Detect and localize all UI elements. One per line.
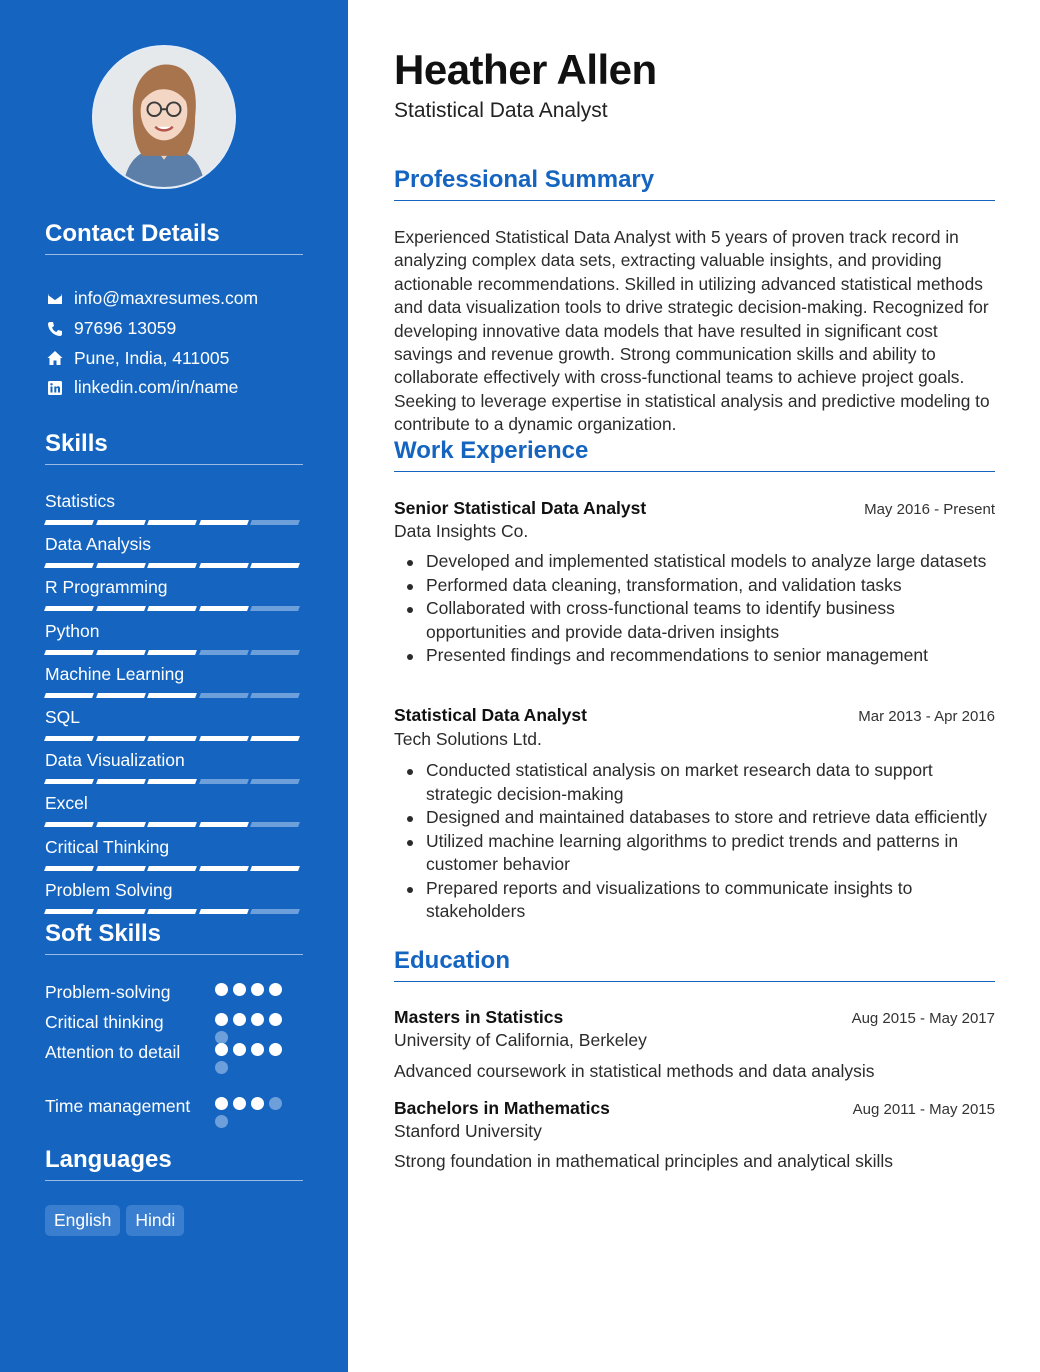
language-chip: English	[45, 1205, 120, 1236]
skill-level-segment	[147, 563, 196, 568]
soft-skill-name: Problem-solving	[45, 982, 171, 1002]
skill-level-segment	[96, 650, 145, 655]
contact-address	[45, 343, 303, 373]
profile-photo-icon	[94, 47, 234, 187]
skill-item	[45, 576, 303, 619]
skill-level-segment	[44, 606, 93, 611]
education-school: University of California, Berkeley	[394, 1030, 647, 1050]
education-degree: Masters in Statistics	[394, 1007, 564, 1027]
rating-dot	[251, 1013, 264, 1026]
summary-heading: Professional Summary	[394, 166, 995, 201]
soft-skills-list	[45, 980, 303, 1148]
contact-phone[interactable]	[45, 314, 303, 344]
skill-level-segment	[250, 779, 299, 784]
rating-dot	[215, 983, 228, 996]
skill-level-segment	[199, 736, 248, 741]
rating-dot	[251, 983, 264, 996]
skill-level-segment	[250, 693, 299, 698]
skill-level-segment	[250, 909, 299, 914]
skill-name: Data Visualization	[45, 750, 185, 771]
soft-skill-rating	[215, 1043, 285, 1074]
skill-item	[45, 836, 303, 879]
skill-name: Critical Thinking	[45, 836, 170, 857]
skill-level-segment	[250, 520, 299, 525]
skill-level-segment	[96, 693, 145, 698]
language-chip: Hindi	[126, 1205, 184, 1236]
rating-dot	[269, 1097, 282, 1110]
languages-list	[45, 1205, 184, 1236]
skill-name: R Programming	[45, 577, 168, 598]
soft-skill-name: Time management	[45, 1096, 191, 1116]
skill-level-segment	[199, 563, 248, 568]
skill-level-bar	[45, 650, 303, 655]
skills-heading: Skills	[45, 430, 303, 465]
skill-level-segment	[44, 520, 93, 525]
linkedin-icon	[45, 378, 64, 397]
contact-linkedin-text: linkedin.com/in/name	[74, 377, 239, 398]
education-school: Stanford University	[394, 1121, 542, 1141]
skill-level-bar	[45, 606, 303, 611]
job-company: Tech Solutions Ltd.	[394, 729, 542, 749]
education-degree: Bachelors in Mathematics	[394, 1098, 610, 1118]
skill-level-segment	[147, 693, 196, 698]
candidate-name: Heather Allen	[394, 46, 657, 93]
skill-level-bar	[45, 779, 303, 784]
candidate-title: Statistical Data Analyst	[394, 99, 608, 122]
skill-level-segment	[96, 866, 145, 871]
skill-level-segment	[147, 779, 196, 784]
skill-level-segment	[96, 779, 145, 784]
skill-item	[45, 620, 303, 663]
skill-level-segment	[199, 520, 248, 525]
skill-item	[45, 663, 303, 706]
skill-level-segment	[199, 779, 248, 784]
skill-level-segment	[250, 822, 299, 827]
skill-item	[45, 879, 303, 922]
soft-skill-item	[45, 980, 303, 1010]
skill-level-segment	[44, 650, 93, 655]
job-bullets	[394, 759, 995, 924]
education-dates: Aug 2011 - May 2015	[852, 1101, 995, 1118]
skill-name: Problem Solving	[45, 879, 173, 900]
skill-level-segment	[147, 606, 196, 611]
skill-level-segment	[44, 866, 93, 871]
skill-level-segment	[147, 866, 196, 871]
skill-level-segment	[199, 822, 248, 827]
skill-level-segment	[44, 909, 93, 914]
rating-dot	[233, 983, 246, 996]
skill-level-bar	[45, 866, 303, 871]
skill-level-segment	[44, 563, 93, 568]
skill-level-segment	[199, 909, 248, 914]
skill-level-segment	[199, 866, 248, 871]
soft-skill-item	[45, 1094, 303, 1148]
list-item: Developed and implemented statistical models to analyze large datasets	[394, 550, 995, 574]
job-header	[394, 705, 995, 726]
education-dates: Aug 2015 - May 2017	[851, 1010, 995, 1027]
skill-item	[45, 490, 303, 533]
skill-level-segment	[147, 909, 196, 914]
skill-level-segment	[44, 736, 93, 741]
skill-item	[45, 533, 303, 576]
list-item: Prepared reports and visualizations to communicate insights to stakeholders	[394, 877, 995, 924]
contact-linkedin[interactable]	[45, 373, 303, 403]
skill-level-segment	[96, 909, 145, 914]
list-item: Utilized machine learning algorithms to predict trends and patterns in customer behavior	[394, 830, 995, 877]
skill-item	[45, 792, 303, 835]
skill-level-segment	[96, 822, 145, 827]
summary-text: Experienced Statistical Data Analyst with 5 years of proven track record in analyzing complex data sets, extracting valuable insights, and providing actionable recommendations. Skilled in utilizing advanced statistical methods and data visualization tools to drive strategic decision-making. Recognized for developing innovative data models that have resulted in significant cost savings and revenue growth. Strong communication skills and ability to collaborate effectively with cross-functional teams to achieve project goals. Seeking to leverage expertise in statistical analysis and predictive modeling to contribute to a dynamic organization.	[394, 227, 990, 435]
skill-level-segment	[199, 693, 248, 698]
list-item: Designed and maintained databases to store and retrieve data efficiently	[394, 806, 995, 830]
contact-address-text: Pune, India, 411005	[74, 347, 230, 368]
education-description: Advanced coursework in statistical methods and data analysis	[394, 1061, 875, 1081]
skill-level-segment	[250, 866, 299, 871]
job-bullets	[394, 550, 995, 668]
soft-skill-name: Critical thinking	[45, 1012, 164, 1032]
job-dates: May 2016 - Present	[864, 501, 995, 518]
rating-dot	[233, 1013, 246, 1026]
skill-level-segment	[96, 563, 145, 568]
phone-icon	[45, 319, 64, 338]
skill-level-segment	[147, 650, 196, 655]
soft-skill-item	[45, 1010, 303, 1040]
skill-level-bar	[45, 563, 303, 568]
job-header	[394, 498, 995, 519]
skill-level-segment	[199, 606, 248, 611]
experience-heading: Work Experience	[394, 437, 995, 472]
skill-level-segment	[199, 650, 248, 655]
job-role: Statistical Data Analyst	[394, 705, 587, 725]
skill-level-segment	[96, 736, 145, 741]
rating-dot	[269, 1013, 282, 1026]
skill-item	[45, 749, 303, 792]
skill-level-bar	[45, 520, 303, 525]
rating-dot	[215, 1115, 228, 1128]
job-company: Data Insights Co.	[394, 521, 529, 541]
skill-name: Python	[45, 620, 100, 641]
rating-dot	[215, 1097, 228, 1110]
email-icon	[45, 289, 64, 308]
soft-skill-name: Attention to detail	[45, 1042, 181, 1062]
rating-dot	[269, 983, 282, 996]
skill-level-bar	[45, 909, 303, 914]
rating-dot	[215, 1043, 228, 1056]
list-item: Presented findings and recommendations to senior management	[394, 644, 995, 668]
contact-phone-text: 97696 13059	[74, 318, 177, 339]
skill-name: Machine Learning	[45, 663, 185, 684]
skill-name: Statistics	[45, 491, 116, 511]
home-icon	[45, 349, 64, 368]
skill-level-segment	[250, 650, 299, 655]
list-item: Conducted statistical analysis on market research data to support strategic decision-making	[394, 759, 995, 806]
languages-heading: Languages	[45, 1146, 303, 1181]
skill-level-segment	[147, 520, 196, 525]
sidebar	[0, 0, 348, 1372]
soft-skill-item	[45, 1040, 303, 1094]
skill-name: Data Analysis	[45, 534, 152, 555]
skill-name: SQL	[45, 706, 81, 727]
skill-level-segment	[44, 779, 93, 784]
rating-dot	[233, 1097, 246, 1110]
skill-level-segment	[96, 606, 145, 611]
education-heading: Education	[394, 947, 995, 982]
job-dates: Mar 2013 - Apr 2016	[858, 708, 995, 725]
list-item: Collaborated with cross-functional teams to identify business opportunities and provide data-driven insights	[394, 597, 995, 644]
skill-level-segment	[44, 822, 93, 827]
skill-level-segment	[147, 736, 196, 741]
skill-level-segment	[147, 822, 196, 827]
rating-dot	[251, 1043, 264, 1056]
skill-level-segment	[44, 693, 93, 698]
education-header	[394, 1007, 995, 1028]
contact-details-heading: Contact Details	[45, 220, 303, 255]
education-header	[394, 1098, 995, 1119]
skill-level-bar	[45, 736, 303, 741]
skill-level-segment	[96, 520, 145, 525]
skill-level-segment	[250, 606, 299, 611]
skill-item	[45, 706, 303, 749]
skill-level-bar	[45, 822, 303, 827]
skill-level-segment	[250, 563, 299, 568]
skills-list	[45, 490, 303, 922]
job-role: Senior Statistical Data Analyst	[394, 498, 647, 518]
contact-email[interactable]	[45, 284, 303, 314]
soft-skill-rating	[215, 983, 285, 996]
rating-dot	[269, 1043, 282, 1056]
rating-dot	[233, 1043, 246, 1056]
contact-list	[45, 284, 303, 403]
skill-level-segment	[250, 736, 299, 741]
soft-skills-heading: Soft Skills	[45, 920, 303, 955]
soft-skill-rating	[215, 1097, 285, 1128]
list-item: Performed data cleaning, transformation, and validation tasks	[394, 574, 995, 598]
education-description: Strong foundation in mathematical principles and analytical skills	[394, 1151, 894, 1171]
avatar	[92, 45, 236, 189]
skill-name: Excel	[45, 793, 88, 814]
rating-dot	[251, 1097, 264, 1110]
rating-dot	[215, 1061, 228, 1074]
rating-dot	[215, 1013, 228, 1026]
contact-email-text: info@maxresumes.com	[74, 288, 259, 309]
skill-level-bar	[45, 693, 303, 698]
